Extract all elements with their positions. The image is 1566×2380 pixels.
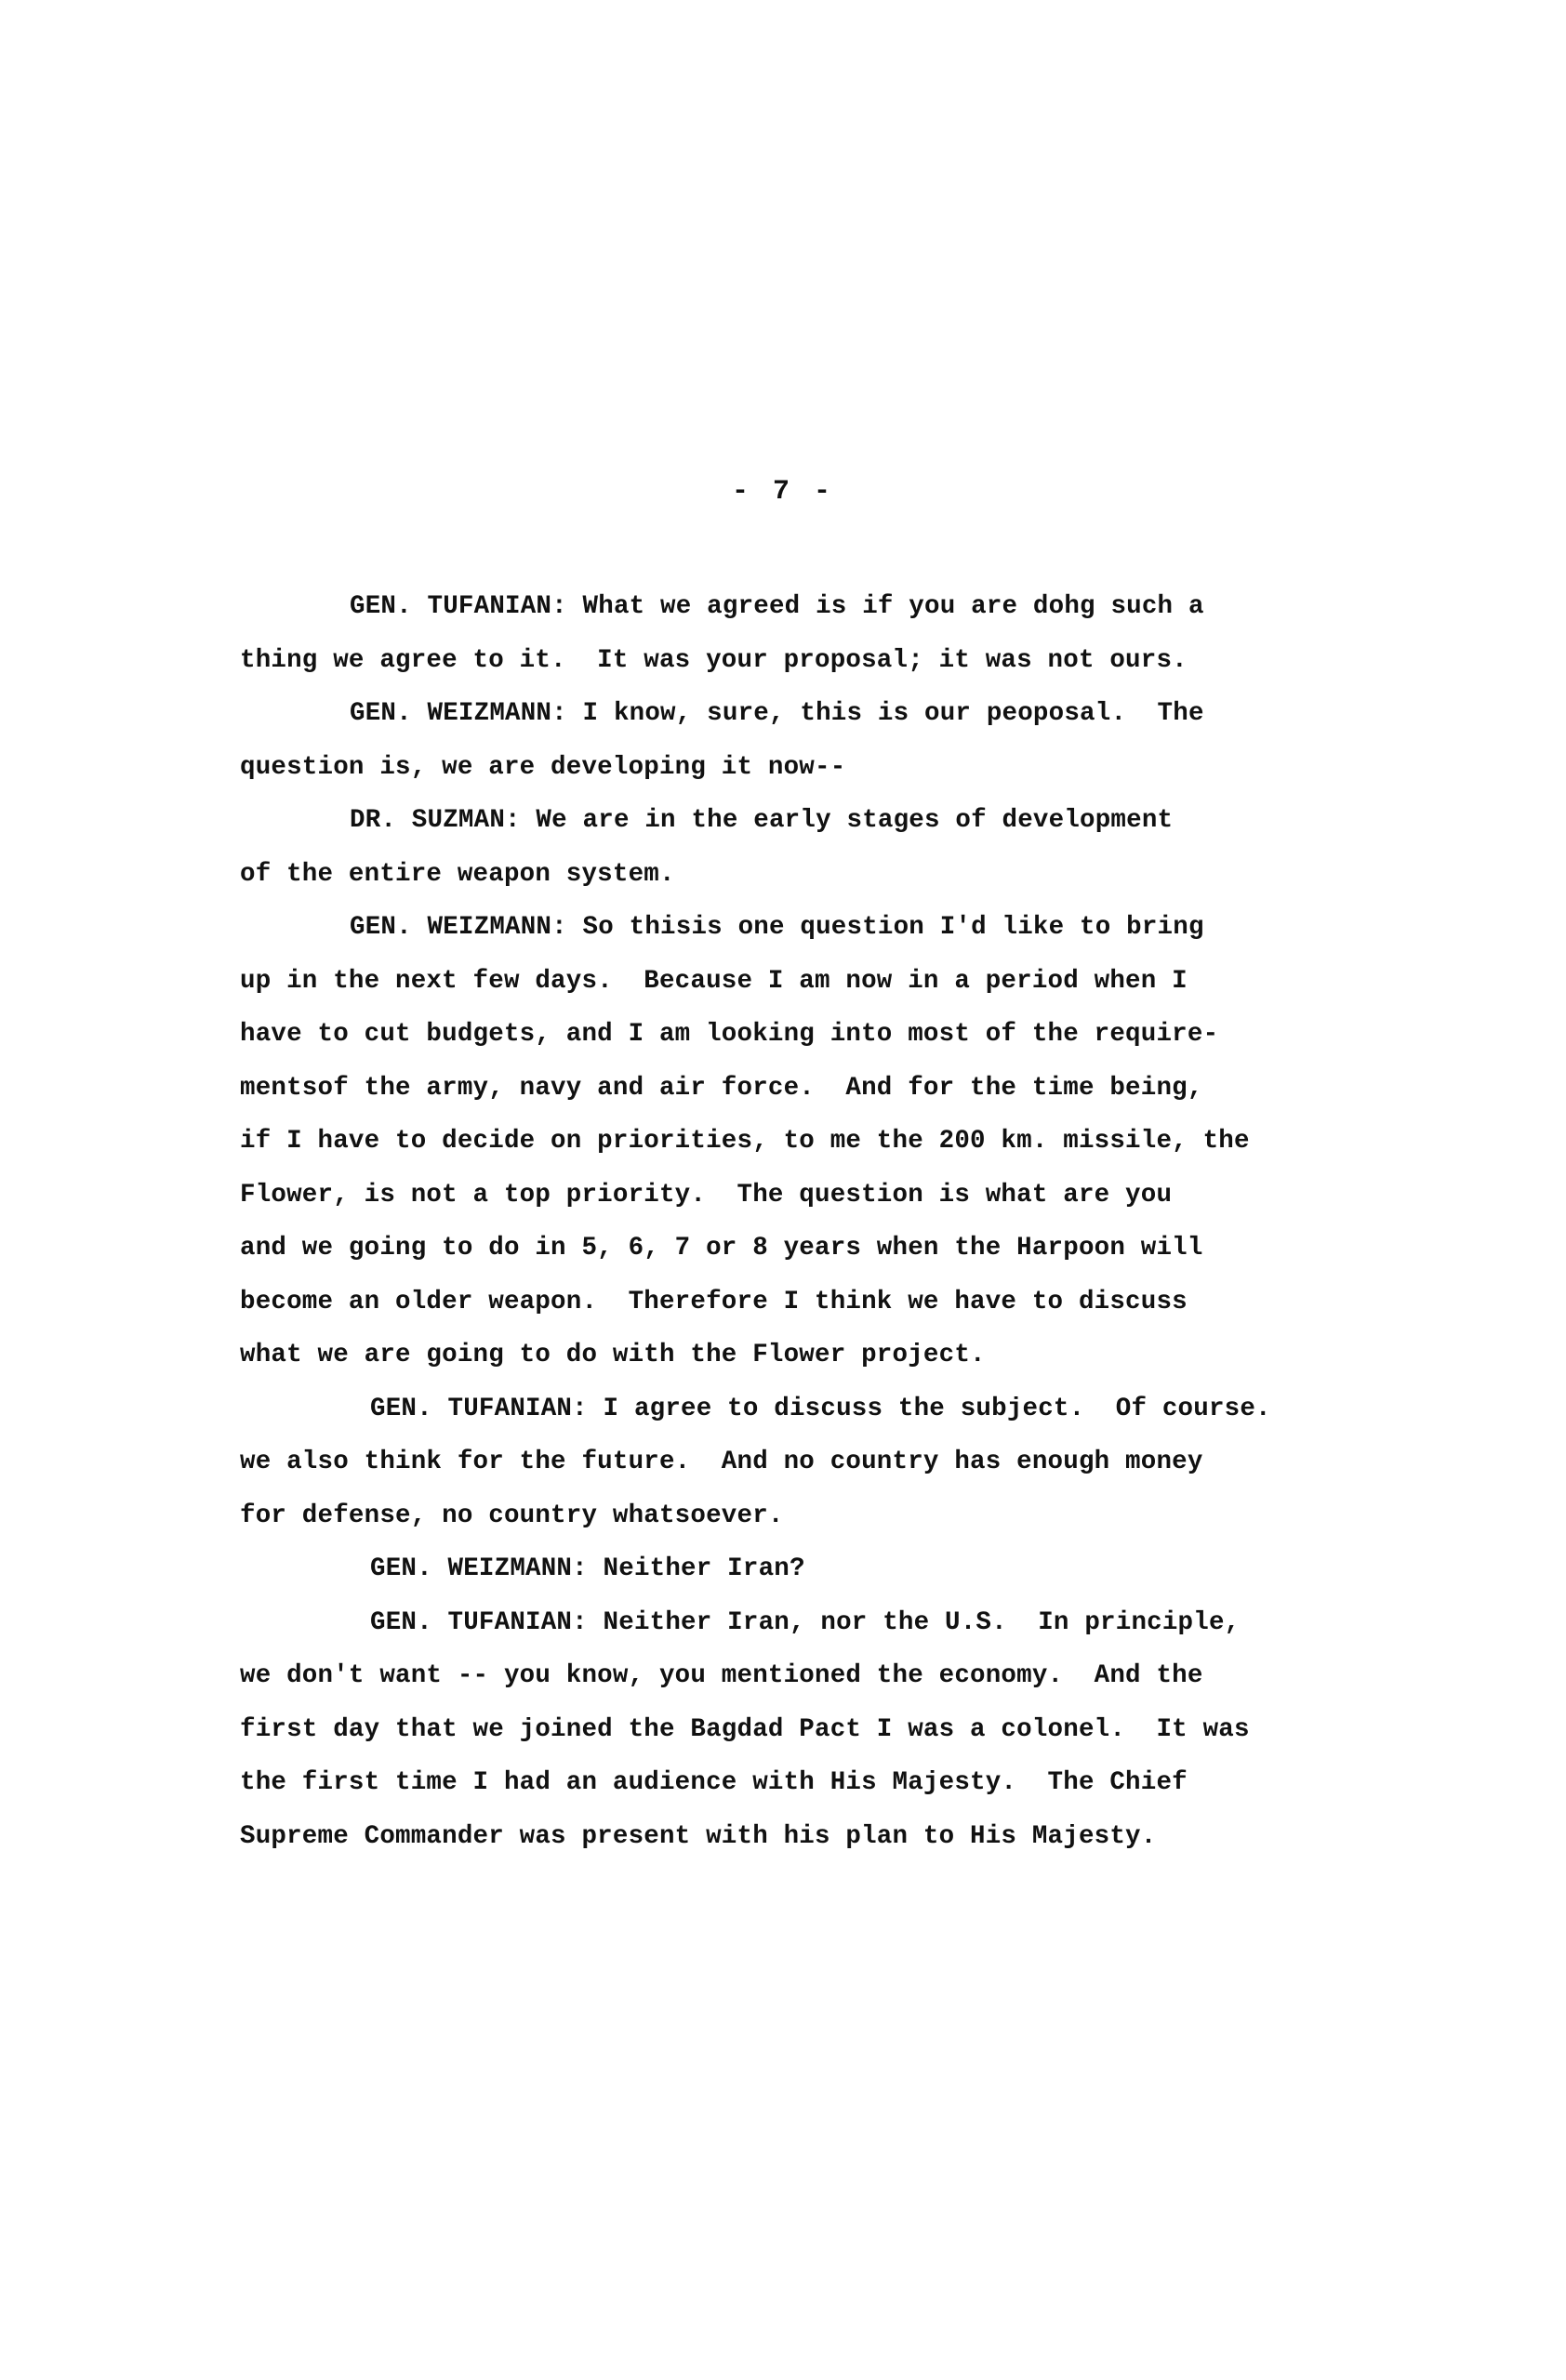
speaker-label: GEN. WEIZMANN: (370, 1554, 588, 1583)
line-text: What we agreed is if you are dohg such a (566, 592, 1204, 621)
line-text: Supreme Commander was present with his plan to His Majesty. (240, 1821, 1157, 1851)
transcript-line (240, 955, 1309, 1009)
transcript-line (240, 901, 1309, 955)
transcript-line (240, 1703, 1309, 1757)
transcript-line (240, 1596, 1309, 1650)
line-text: Neither Iran? (587, 1554, 805, 1583)
transcript-body (240, 580, 1309, 1863)
line-text: of the entire weapon system. (240, 859, 675, 889)
transcript-line (240, 741, 1309, 795)
transcript-line (240, 1810, 1309, 1864)
line-text: and we going to do in 5, 6, 7 or 8 years when the Harpoon will (240, 1234, 1203, 1263)
transcript-line (240, 687, 1309, 741)
speaker-label: DR. SUZMAN: (350, 806, 521, 835)
transcript-line (240, 1542, 1309, 1596)
transcript-line (240, 1382, 1309, 1436)
transcript-line (240, 1489, 1309, 1543)
speaker-label: GEN. WEIZMANN: (350, 699, 567, 728)
line-text: become an older weapon. Therefore I think we have to discuss (240, 1287, 1188, 1316)
line-text: I know, sure, this is our peoposal. The (566, 699, 1204, 728)
line-text: first day that we joined the Bagdad Pact I was a colonel. It was (240, 1714, 1250, 1744)
line-text: up in the next few days. Because I am now in a period when I (240, 966, 1188, 996)
transcript-line (240, 1008, 1309, 1062)
speaker-label: GEN. TUFANIAN: (350, 592, 567, 621)
transcript-line (240, 1115, 1309, 1169)
line-text: question is, we are developing it now-- (240, 752, 846, 782)
line-text: I agree to discuss the subject. Of course. (587, 1394, 1271, 1423)
transcript-line (240, 1169, 1309, 1223)
transcript-line (240, 1222, 1309, 1276)
speaker-label: GEN. WEIZMANN: (350, 913, 567, 942)
line-text: what we are going to do with the Flower project. (240, 1341, 986, 1369)
line-text: We are in the early stages of development (520, 806, 1174, 835)
line-text: Flower, is not a top priority. The question is what are you (240, 1180, 1173, 1210)
transcript-line (240, 1276, 1309, 1329)
transcript-line (240, 1329, 1309, 1382)
transcript-line (240, 1435, 1309, 1489)
line-text: the first time I had an audience with His Majesty. The Chief (240, 1768, 1188, 1797)
speaker-label: GEN. TUFANIAN: (370, 1394, 588, 1423)
transcript-line (240, 1649, 1309, 1703)
speaker-label: GEN. TUFANIAN: (370, 1607, 588, 1637)
transcript-line (240, 634, 1309, 688)
transcript-line (240, 580, 1309, 634)
transcript-line (240, 1062, 1309, 1116)
transcript-line (240, 848, 1309, 902)
line-text: So thisis one question I'd like to bring (566, 913, 1204, 942)
transcript-line (240, 1756, 1309, 1810)
transcript-line (240, 794, 1309, 848)
line-text: we also think for the future. And no country has enough money (240, 1448, 1203, 1476)
page-number: - 7 - (731, 476, 834, 508)
line-text: mentsof the army, navy and air force. And for the time being, (240, 1073, 1203, 1103)
line-text: thing we agree to it. It was your proposal; it was not ours. (240, 645, 1188, 675)
line-text: we don't want -- you know, you mentioned the economy. And the (240, 1661, 1203, 1690)
line-text: have to cut budgets, and I am looking into most of the require- (240, 1020, 1219, 1049)
line-text: Neither Iran, nor the U.S. In principle, (587, 1607, 1241, 1637)
line-text: if I have to decide on priorities, to me the 200 km. missile, the (240, 1127, 1250, 1156)
line-text: for defense, no country whatsoever. (240, 1501, 784, 1530)
